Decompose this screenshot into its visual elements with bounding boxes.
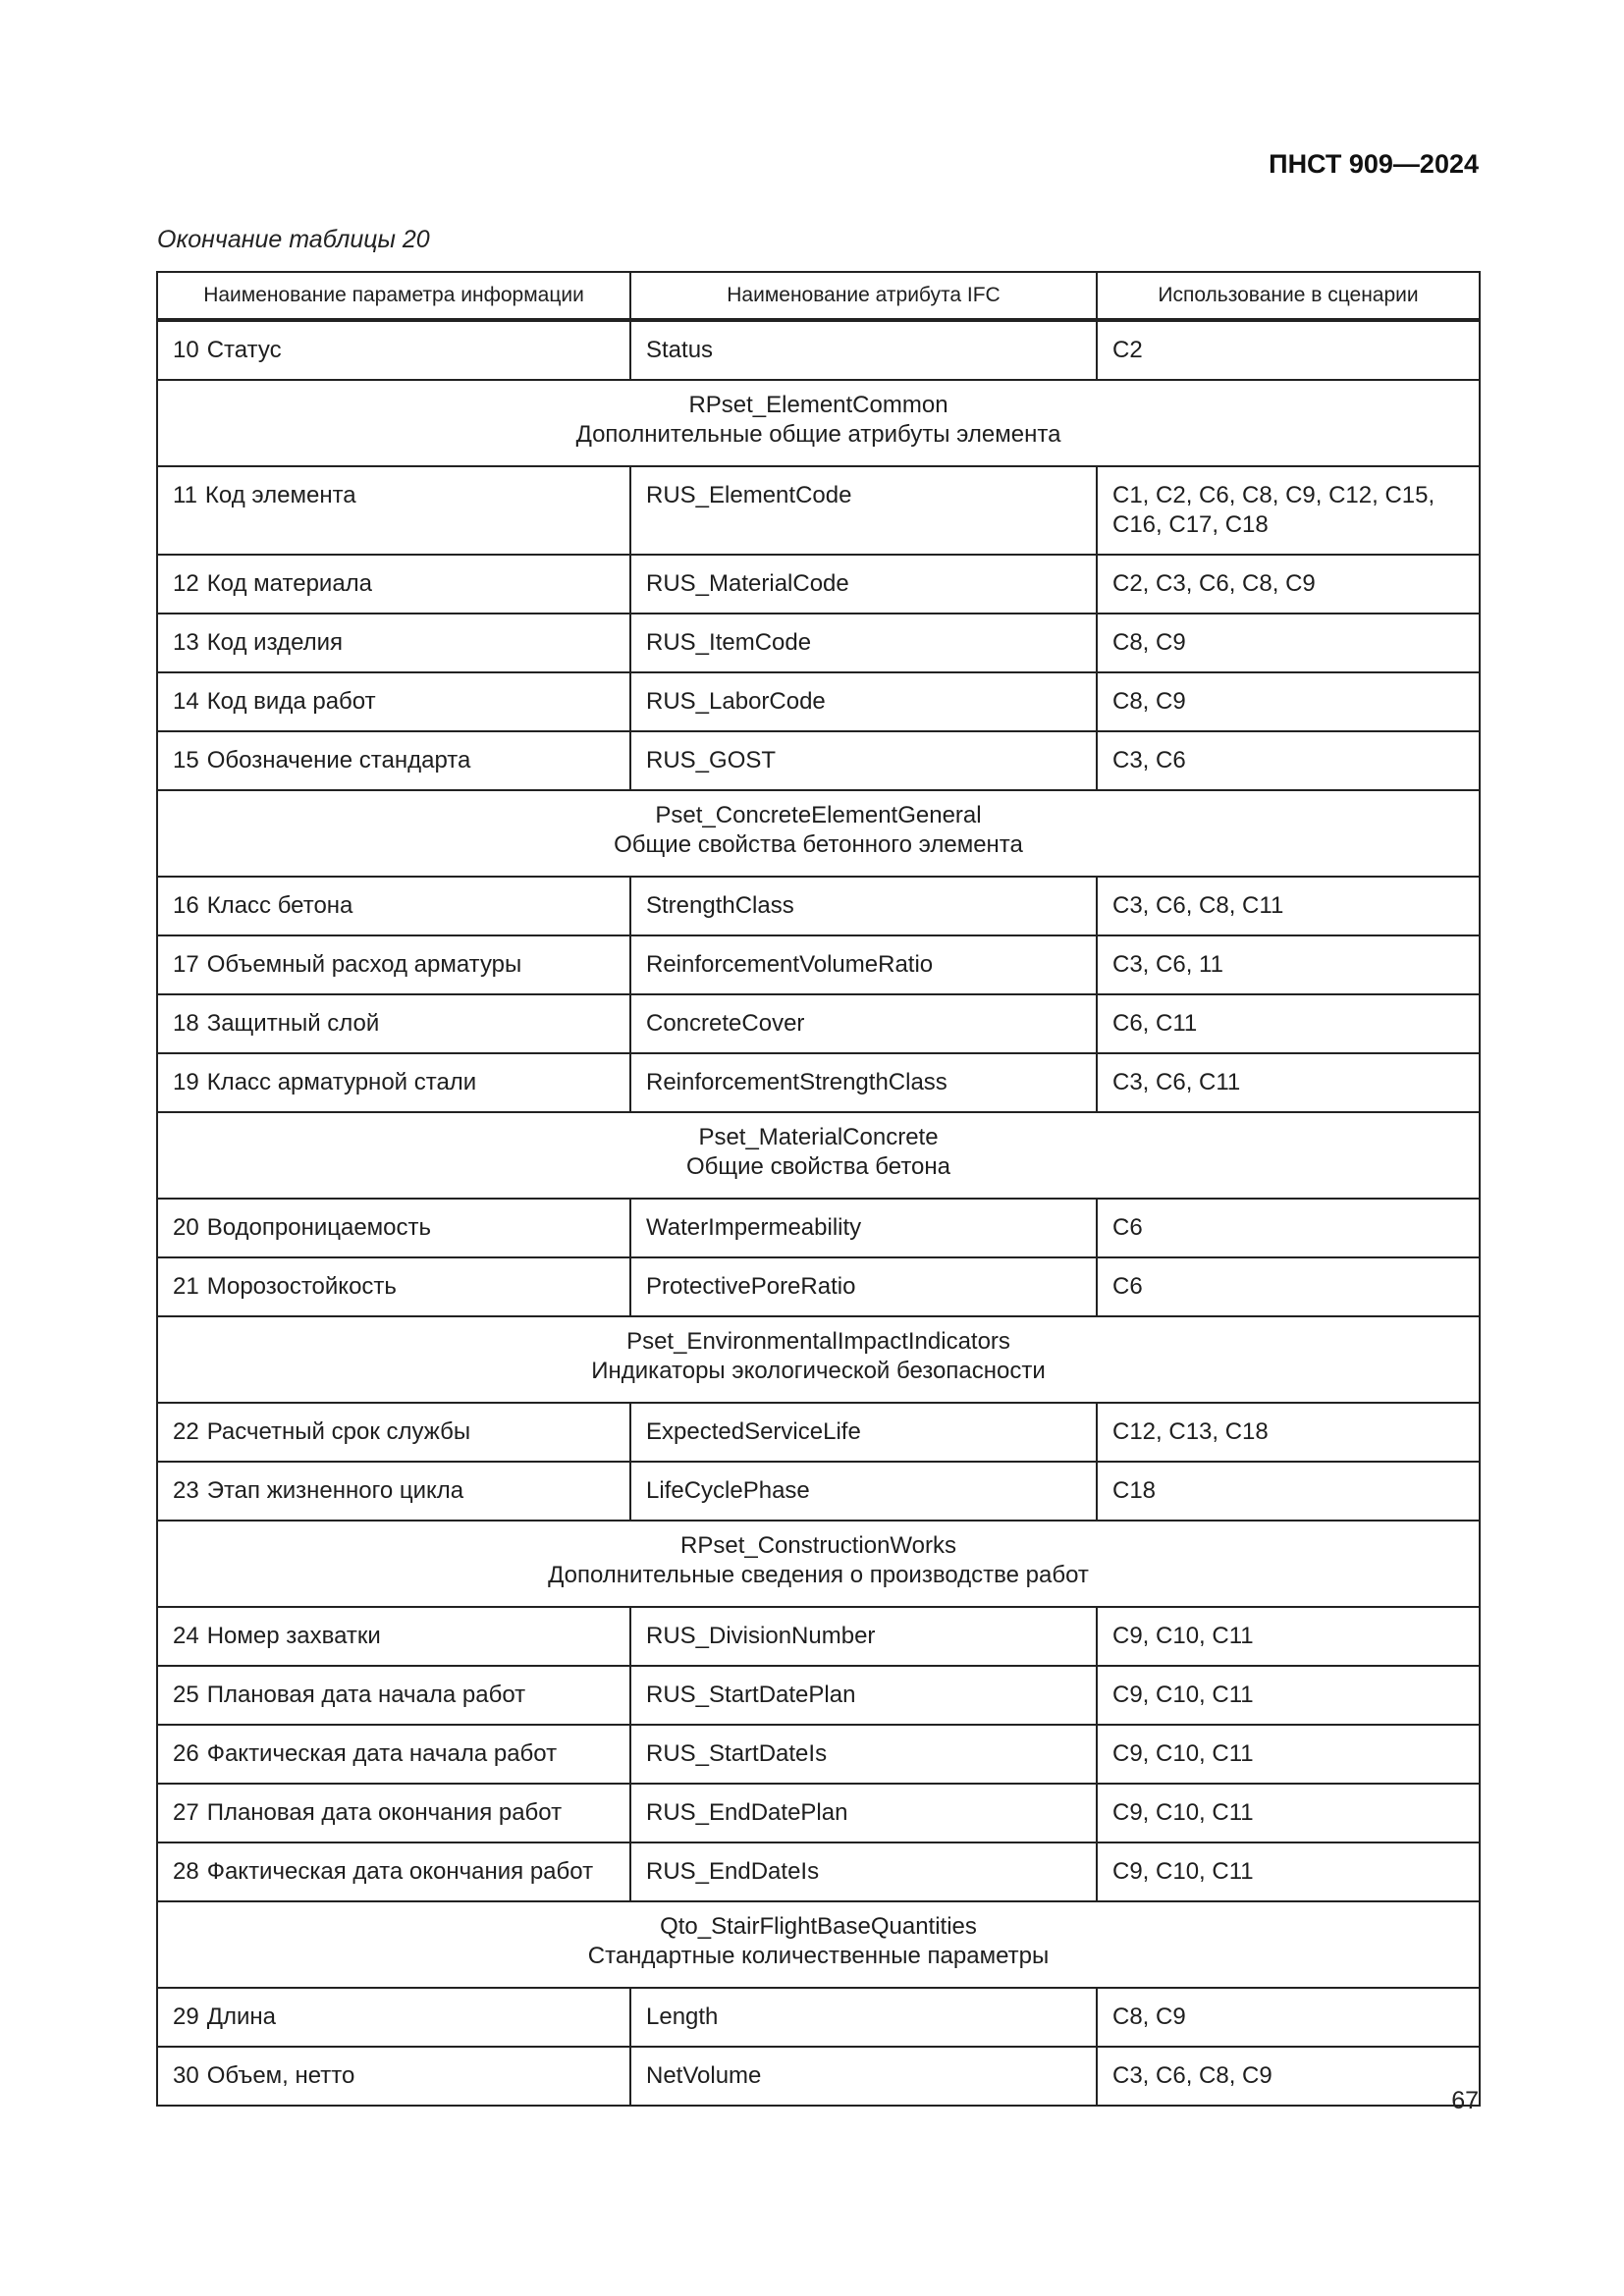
cell-scenario-usage: C2 xyxy=(1097,320,1480,380)
cell-parameter xyxy=(157,1462,630,1521)
property-set-name: Pset_EnvironmentalImpactIndicators xyxy=(626,1328,1010,1355)
cell-scenario-usage: C8, C9 xyxy=(1097,672,1480,731)
property-set-cell xyxy=(157,1316,1480,1403)
row-number: 25 xyxy=(173,1682,199,1708)
parameter-name: Код элемента xyxy=(204,482,356,508)
property-set-cell xyxy=(157,1112,1480,1199)
cell-scenario-usage: C3, C6 xyxy=(1097,731,1480,790)
cell-scenario-usage: C1, C2, C6, C8, C9, C12, C15, C16, C17, C18 xyxy=(1097,466,1480,555)
cell-ifc-attribute: RUS_EndDateIs xyxy=(630,1842,1097,1901)
parameter-name: Код изделия xyxy=(206,629,344,656)
property-set-name: Qto_StairFlightBaseQuantities xyxy=(660,1913,977,1940)
cell-parameter xyxy=(157,731,630,790)
cell-parameter xyxy=(157,1199,630,1257)
row-number: 27 xyxy=(173,1799,199,1826)
column-header-scenario-usage: Использование в сценарии xyxy=(1097,272,1480,320)
row-number: 28 xyxy=(173,1858,199,1885)
property-set-row xyxy=(157,1112,1480,1199)
property-set-row xyxy=(157,380,1480,466)
parameter-name: Защитный слой xyxy=(206,1010,380,1037)
cell-scenario-usage: C3, C6, C8, C11 xyxy=(1097,877,1480,935)
page-number: 67 xyxy=(1451,2087,1479,2114)
row-number: 10 xyxy=(173,337,199,363)
parameter-name: Длина xyxy=(206,2003,276,2030)
cell-scenario-usage: C12, C13, C18 xyxy=(1097,1403,1480,1462)
cell-scenario-usage: C6 xyxy=(1097,1199,1480,1257)
cell-parameter xyxy=(157,1053,630,1112)
parameter-name: Фактическая дата окончания работ xyxy=(206,1858,594,1885)
property-set-row xyxy=(157,1316,1480,1403)
table-row xyxy=(157,1199,1480,1257)
parameter-name: Объемный расход арматуры xyxy=(206,951,522,978)
row-number: 23 xyxy=(173,1477,199,1504)
table-row xyxy=(157,2047,1480,2106)
cell-parameter xyxy=(157,1988,630,2047)
property-set-name: RPset_ElementCommon xyxy=(688,392,948,418)
cell-parameter xyxy=(157,1607,630,1666)
property-set-cell xyxy=(157,790,1480,877)
table-header-row xyxy=(157,272,1480,320)
property-set-cell xyxy=(157,380,1480,466)
parameter-name: Класс арматурной стали xyxy=(206,1069,477,1095)
cell-parameter xyxy=(157,672,630,731)
cell-ifc-attribute: RUS_StartDatePlan xyxy=(630,1666,1097,1725)
cell-parameter xyxy=(157,466,630,555)
property-set-description: Индикаторы экологической безопасности xyxy=(591,1358,1046,1384)
property-set-description: Дополнительные общие атрибуты элемента xyxy=(575,421,1061,448)
cell-scenario-usage: C3, C6, C11 xyxy=(1097,1053,1480,1112)
table-row xyxy=(157,1988,1480,2047)
cell-scenario-usage: C18 xyxy=(1097,1462,1480,1521)
parameter-name: Водопроницаемость xyxy=(206,1214,432,1241)
table-caption: Окончание таблицы 20 xyxy=(157,226,430,253)
parameter-name: Плановая дата окончания работ xyxy=(206,1799,563,1826)
parameter-name: Плановая дата начала работ xyxy=(206,1682,526,1708)
parameter-name: Фактическая дата начала работ xyxy=(206,1740,558,1767)
property-set-row xyxy=(157,1521,1480,1607)
cell-scenario-usage: C8, C9 xyxy=(1097,1988,1480,2047)
cell-ifc-attribute: ExpectedServiceLife xyxy=(630,1403,1097,1462)
row-number: 16 xyxy=(173,892,199,919)
cell-parameter xyxy=(157,877,630,935)
property-set-name: Pset_ConcreteElementGeneral xyxy=(655,802,982,828)
table-body xyxy=(157,320,1480,2106)
row-number: 26 xyxy=(173,1740,199,1767)
cell-ifc-attribute: ProtectivePoreRatio xyxy=(630,1257,1097,1316)
row-number: 24 xyxy=(173,1623,199,1649)
parameter-name: Объем, нетто xyxy=(206,2062,355,2089)
cell-scenario-usage: C9, C10, C11 xyxy=(1097,1666,1480,1725)
column-header-parameter: Наименование параметра информации xyxy=(157,272,630,320)
cell-parameter xyxy=(157,2047,630,2106)
parameter-name: Обозначение стандарта xyxy=(206,747,471,774)
cell-scenario-usage: C9, C10, C11 xyxy=(1097,1842,1480,1901)
row-number: 12 xyxy=(173,570,199,597)
table-row xyxy=(157,935,1480,994)
parameter-name: Этап жизненного цикла xyxy=(206,1477,464,1504)
row-number: 21 xyxy=(173,1273,199,1300)
parameter-name: Статус xyxy=(206,337,282,363)
table-row xyxy=(157,1053,1480,1112)
cell-ifc-attribute: LifeCyclePhase xyxy=(630,1462,1097,1521)
cell-ifc-attribute: ReinforcementVolumeRatio xyxy=(630,935,1097,994)
property-set-name: RPset_ConstructionWorks xyxy=(680,1532,956,1559)
cell-scenario-usage: C3, C6, C8, C9 xyxy=(1097,2047,1480,2106)
cell-ifc-attribute: Length xyxy=(630,1988,1097,2047)
cell-scenario-usage: C8, C9 xyxy=(1097,614,1480,672)
row-number: 18 xyxy=(173,1010,199,1037)
cell-scenario-usage: C9, C10, C11 xyxy=(1097,1725,1480,1784)
parameter-name: Расчетный срок службы xyxy=(206,1418,471,1445)
cell-parameter xyxy=(157,614,630,672)
property-set-description: Общие свойства бетона xyxy=(685,1153,950,1180)
table-row xyxy=(157,1725,1480,1784)
cell-scenario-usage: C3, C6, 11 xyxy=(1097,935,1480,994)
table-row xyxy=(157,877,1480,935)
parameter-name: Класс бетона xyxy=(206,892,353,919)
cell-parameter xyxy=(157,994,630,1053)
table-row xyxy=(157,555,1480,614)
cell-scenario-usage: C9, C10, C11 xyxy=(1097,1784,1480,1842)
table-row xyxy=(157,731,1480,790)
row-number: 29 xyxy=(173,2003,199,2030)
parameter-name: Морозостойкость xyxy=(206,1273,397,1300)
cell-scenario-usage: C6 xyxy=(1097,1257,1480,1316)
document-code: ПНСТ 909—2024 xyxy=(1269,149,1479,179)
parameters-table xyxy=(156,271,1481,2107)
cell-parameter xyxy=(157,1403,630,1462)
property-set-name: Pset_MaterialConcrete xyxy=(698,1124,939,1150)
table-row xyxy=(157,1403,1480,1462)
property-set-row xyxy=(157,1901,1480,1988)
cell-ifc-attribute: RUS_GOST xyxy=(630,731,1097,790)
cell-ifc-attribute: RUS_DivisionNumber xyxy=(630,1607,1097,1666)
cell-scenario-usage: C6, C11 xyxy=(1097,994,1480,1053)
property-set-cell xyxy=(157,1901,1480,1988)
parameter-name: Код материала xyxy=(206,570,373,597)
column-header-ifc-attribute: Наименование атрибута IFC xyxy=(630,272,1097,320)
table-row xyxy=(157,1257,1480,1316)
row-number: 19 xyxy=(173,1069,199,1095)
row-number: 15 xyxy=(173,747,199,774)
table-row xyxy=(157,1784,1480,1842)
property-set-description: Общие свойства бетонного элемента xyxy=(614,831,1023,858)
table-row xyxy=(157,1462,1480,1521)
row-number: 30 xyxy=(173,2062,199,2089)
cell-ifc-attribute: RUS_LaborCode xyxy=(630,672,1097,731)
cell-ifc-attribute: RUS_ItemCode xyxy=(630,614,1097,672)
cell-ifc-attribute: Status xyxy=(630,320,1097,380)
parameter-name: Номер захватки xyxy=(206,1623,381,1649)
cell-ifc-attribute: ConcreteCover xyxy=(630,994,1097,1053)
cell-parameter xyxy=(157,1784,630,1842)
cell-ifc-attribute: RUS_MaterialCode xyxy=(630,555,1097,614)
cell-scenario-usage: C9, C10, C11 xyxy=(1097,1607,1480,1666)
property-set-description: Стандартные количественные параметры xyxy=(587,1943,1050,1969)
cell-parameter xyxy=(157,1666,630,1725)
property-set-row xyxy=(157,790,1480,877)
cell-ifc-attribute: StrengthClass xyxy=(630,877,1097,935)
property-set-description: Дополнительные сведения о производстве работ xyxy=(548,1562,1089,1588)
cell-parameter xyxy=(157,555,630,614)
cell-scenario-usage: C2, C3, C6, C8, C9 xyxy=(1097,555,1480,614)
table-row xyxy=(157,320,1480,380)
cell-ifc-attribute: RUS_EndDatePlan xyxy=(630,1784,1097,1842)
row-number: 20 xyxy=(173,1214,199,1241)
cell-parameter xyxy=(157,935,630,994)
property-set-cell xyxy=(157,1521,1480,1607)
table-row xyxy=(157,672,1480,731)
row-number: 17 xyxy=(173,951,199,978)
cell-ifc-attribute: RUS_StartDateIs xyxy=(630,1725,1097,1784)
row-number: 11 xyxy=(173,482,197,508)
table-row xyxy=(157,1607,1480,1666)
cell-ifc-attribute: WaterImpermeability xyxy=(630,1199,1097,1257)
table-row xyxy=(157,466,1480,555)
cell-ifc-attribute: RUS_ElementCode xyxy=(630,466,1097,555)
row-number: 14 xyxy=(173,688,199,715)
table-row xyxy=(157,994,1480,1053)
cell-ifc-attribute: NetVolume xyxy=(630,2047,1097,2106)
row-number: 13 xyxy=(173,629,199,656)
parameter-name: Код вида работ xyxy=(206,688,376,715)
cell-ifc-attribute: ReinforcementStrengthClass xyxy=(630,1053,1097,1112)
row-number: 22 xyxy=(173,1418,199,1445)
cell-parameter xyxy=(157,1257,630,1316)
table-row xyxy=(157,1666,1480,1725)
cell-parameter xyxy=(157,1725,630,1784)
table-row xyxy=(157,1842,1480,1901)
table-row xyxy=(157,614,1480,672)
cell-parameter xyxy=(157,1842,630,1901)
cell-parameter xyxy=(157,320,630,380)
